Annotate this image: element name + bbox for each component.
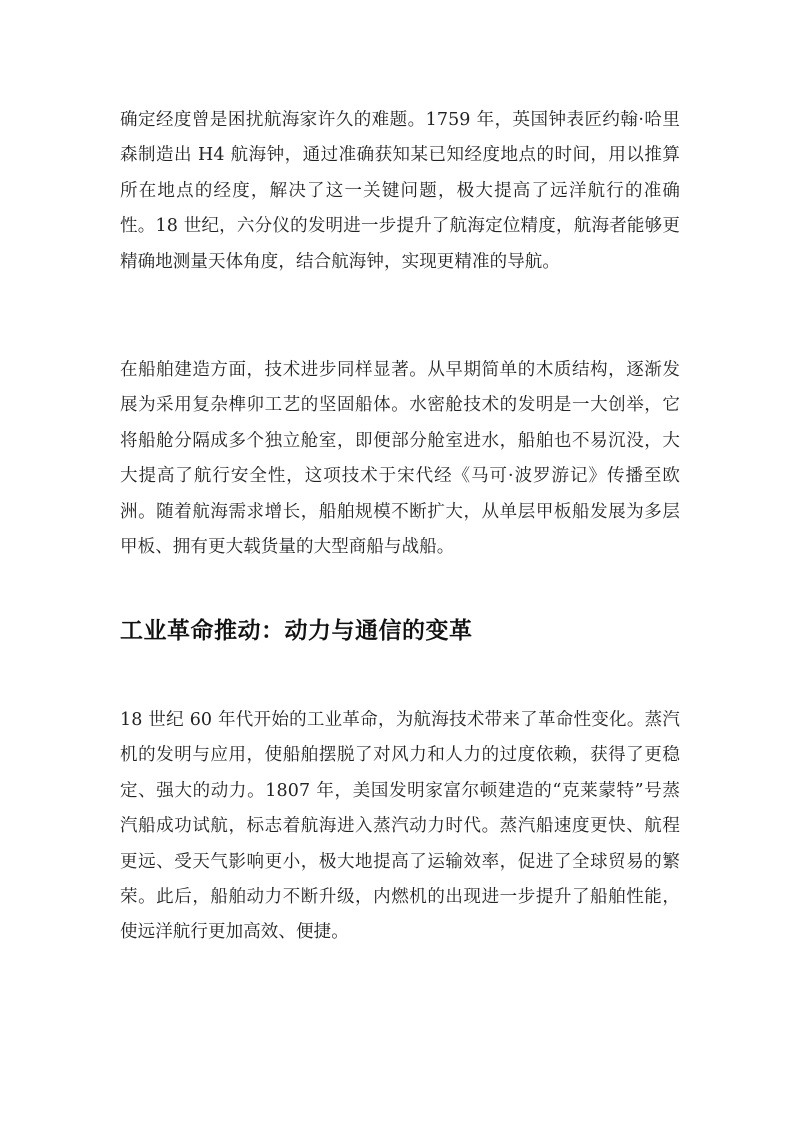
section-heading: 工业革命推动：动力与通信的变革	[120, 618, 473, 644]
paragraph-shipbuilding: 在船舶建造方面，技术进步同样显著。从早期简单的木质结构，逐渐发展为采用复杂榫卯工艺的坚固船体。水密舱技术的发明是一大创举，它将船舱分隔成多个独立舱室，即便部分舱室进水，船舶也不易沉没，大大提高了航行安全性，这项技术于宋代经《马可·波罗游记》传播至欧洲。随着航海需求增长，船舶规模不断扩大，从单层甲板船发展为多层甲板、拥有更大载货量的大型商船与战船。	[120, 360, 680, 558]
paragraph-industrial-revolution: 18 世纪 60 年代开始的工业革命，为航海技术带来了革命性变化。蒸汽机的发明与应用，使船舶摆脱了对风力和人力的过度依赖，获得了更稳定、强大的动力。1807 年，美国发明家富尔顿建造的“克莱蒙特”号蒸汽船成功试航，标志着航海进入蒸汽动力时代。蒸汽船速度更快、航程更远、受天气影响更小，极大地提高了运输效率，促进了全球贸易的繁荣。此后，船舶动力不断升级，内燃机的出现进一步提升了船舶性能，使远洋航行更加高效、便捷。	[120, 710, 680, 943]
paragraph-longitude-navigation: 确定经度曾是困扰航海家许久的难题。1759 年，英国钟表匠约翰·哈里森制造出 H4 航海钟，通过准确获知某已知经度地点的时间，用以推算所在地点的经度，解决了这一关键问题，极大提高了远洋航行的准确性。18 世纪，六分仪的发明进一步提升了航海定位精度，航海者能够更精确地测量天体角度，结合航海钟，实现更精准的导航。	[120, 110, 680, 272]
